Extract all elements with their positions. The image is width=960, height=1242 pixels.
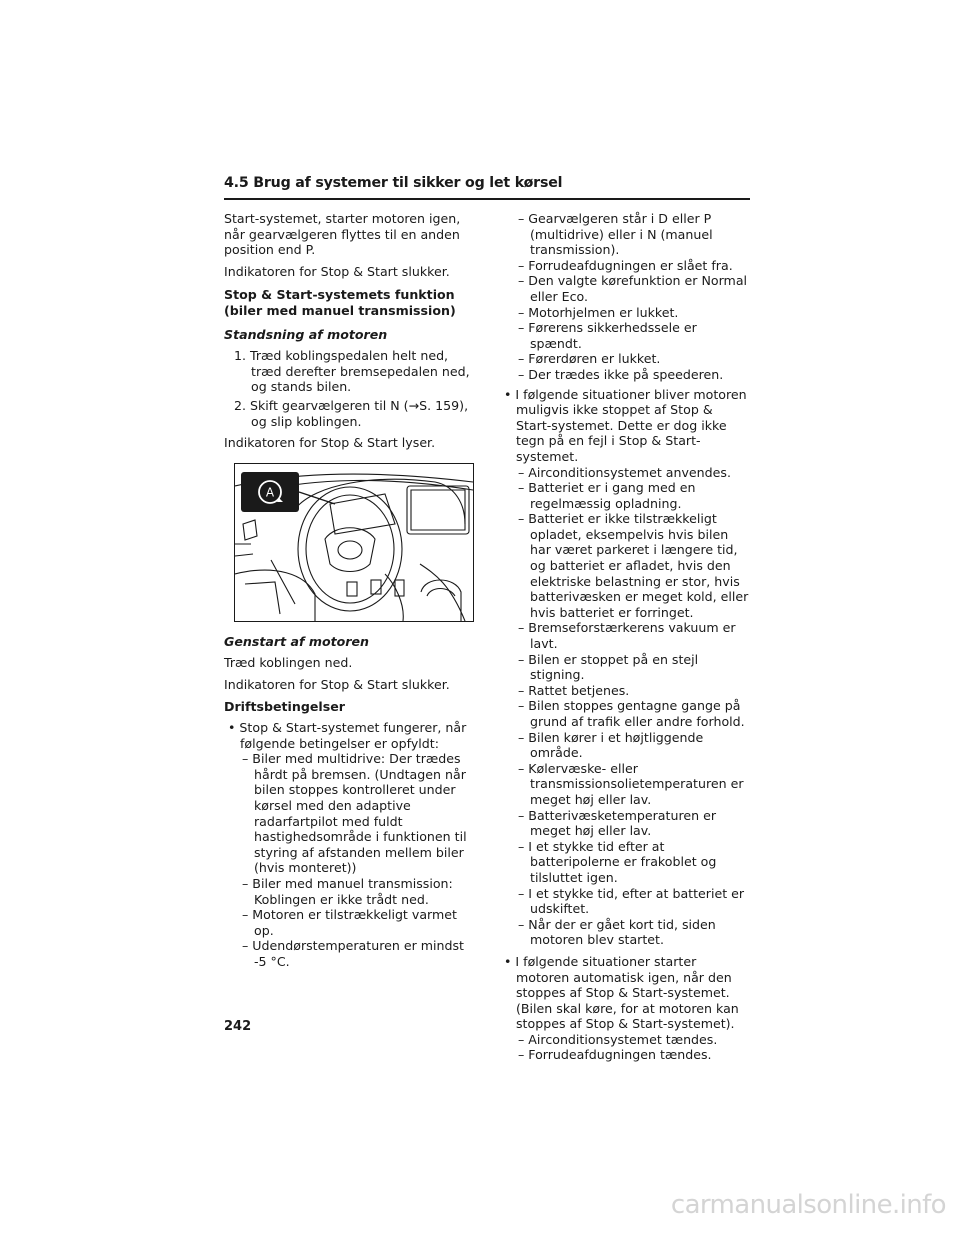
dash-item: – Der trædes ikke på speederen. (518, 366, 724, 382)
step-1: 1. Træd koblingspedalen helt ned, træd derefter bremsepedalen ned, og stands bilen. (234, 348, 470, 395)
bullet-item: • I følgende situationer bliver motoren muligvis ikke stoppet af Stop & Start-systemet. Dette er dog ikke tegn på en fejl i Stop & Start-systemet. (504, 386, 747, 464)
right-column (500, 211, 750, 1063)
section-title: 4.5 Brug af systemer til sikker og let kørsel (224, 175, 563, 191)
header-rule (224, 198, 750, 200)
dash-item: – Bilen er stoppet på en stejl stigning. (518, 651, 699, 683)
paragraph: Indikatoren for Stop & Start lyser. (224, 435, 436, 451)
figure-icon-label: A (265, 485, 275, 500)
paragraph: Indikatoren for Stop & Start slukker. (224, 676, 450, 692)
dash-item: – Airconditionsystemet tændes. (518, 1031, 718, 1047)
dash-item: – Kølervæske- eller transmissionsolietemperaturen er meget høj eller lav. (518, 760, 744, 807)
dash-item: – Bilen kører i et højtliggende område. (518, 729, 704, 761)
dash-item: – Bremseforstærkerens vakuum er lavt. (518, 620, 736, 652)
dash-item: – Batteriet er ikke tilstrækkeligt opladet, eksempelvis hvis bilen har været parkeret i længere tid, og batteriet er afladet, hvis den elektriske belastning er stor, hvis batterivæsken er meget kold, eller hvis batteriet er forringet. (518, 511, 749, 620)
dash-item: – Motorhjelmen er lukket. (518, 304, 679, 320)
left-column (224, 211, 474, 970)
dash-item: – Batteriet er i gang med en regelmæssig opladning. (518, 480, 696, 511)
subheading-manual: Stop & Start-systemets funktion (biler med manuel transmission) (224, 287, 456, 318)
dash-item: – Førerdøren er lukket. (518, 351, 661, 367)
dash-item: – I et stykke tid efter at batteripolerne er frakoblet og tilsluttet igen. (518, 838, 717, 885)
dash-item: – Batterivæsketemperaturen er meget høj eller lav. (518, 807, 717, 839)
section-header (224, 176, 750, 192)
paragraph: Start-systemet, starter motoren igen, når gearvælgeren flyttes til en anden position end P. (224, 211, 461, 258)
subheading-restart: Genstart af motoren (224, 633, 370, 649)
subheading-stop: Standsning af motoren (224, 326, 388, 342)
dashboard-drawing (235, 464, 473, 621)
bullet-item: • Stop & Start-systemet fungerer, når følgende betingelser er opfyldt: (228, 720, 467, 751)
page-number: 242 (224, 1019, 252, 1034)
dash-item: – Rattet betjenes. (518, 682, 630, 698)
dash-item: – Motoren er tilstrækkeligt varmet op. (242, 907, 457, 938)
dashboard-illustration (234, 463, 474, 622)
dash-item: – Bilen stoppes gentagne gange på grund af trafik eller andre forhold. (518, 698, 745, 729)
dash-item: – Den valgte kørefunktion er Normal eller Eco. (518, 273, 748, 304)
watermark: carmanualsonline.info (670, 1190, 946, 1220)
dash-item: – Udendørstemperaturen er mindst -5 °C. (242, 938, 464, 969)
step-2: 2. Skift gearvælgeren til N (→S. 159), og slip koblingen. (234, 397, 469, 429)
dash-item: – Airconditionsystemet anvendes. (518, 464, 731, 480)
subheading-conditions: Driftsbetingelser (224, 698, 345, 714)
dash-item: – Gearvælgeren står i D eller P (multidrive) eller i N (manuel transmission). (518, 211, 713, 258)
dash-item: – I et stykke tid, efter at batteriet er udskiftet. (518, 885, 745, 917)
dash-item: – Førerens sikkerhedssele er spændt. (518, 320, 697, 351)
dash-item: – Biler med manuel transmission: Koblingen er ikke trådt ned. (242, 876, 453, 907)
dash-item: – Forrudeafdugningen er slået fra. (518, 257, 733, 273)
paragraph: Træd koblingen ned. (224, 655, 353, 671)
bullet-item: • I følgende situationer starter motoren automatisk igen, når den stoppes af Stop & Start-systemet. (Bilen skal køre, for at motoren kan stoppes af Stop & Start-systemet). (504, 953, 739, 1032)
dash-item: – Forrudeafdugningen tændes. (518, 1047, 712, 1063)
paragraph: Indikatoren for Stop & Start slukker. (224, 263, 450, 279)
dash-item: – Når der er gået kort tid, siden motoren blev startet. (518, 916, 716, 948)
dash-item: – Biler med multidrive: Der trædes hårdt på bremsen. (Undtagen når bilen stoppes kontrolleret under kørsel med den adaptive radarfartpilot med fuldt hastighedsområde i funktionen til styring af afstanden mellem biler (hvis monteret)) (242, 751, 467, 876)
